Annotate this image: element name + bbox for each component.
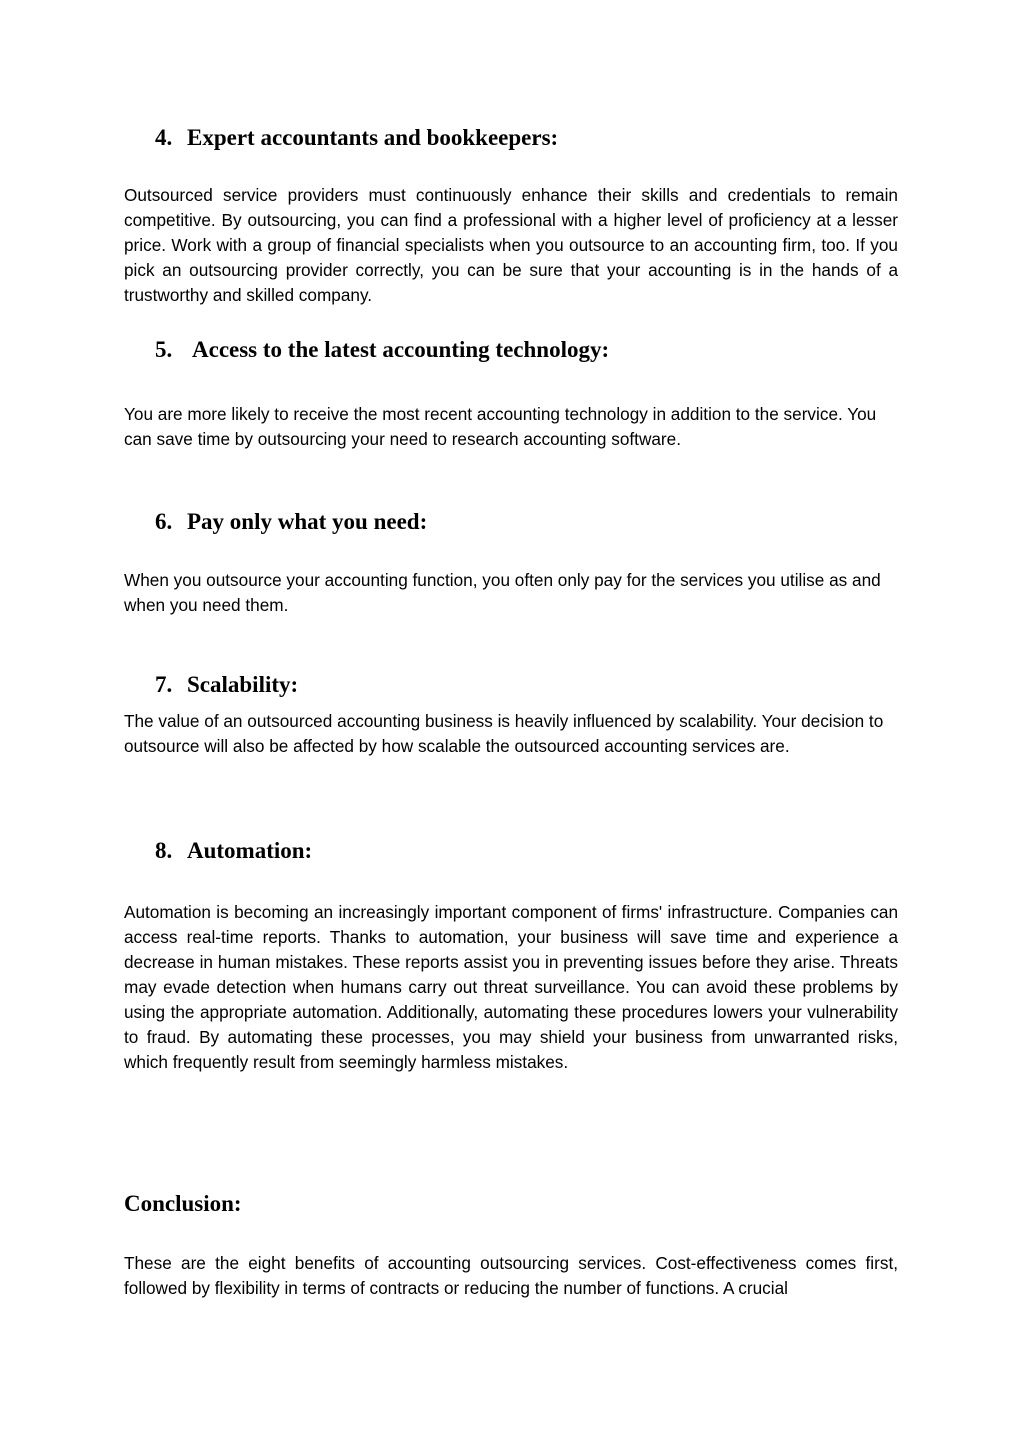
conclusion-body: These are the eight benefits of accounting outsourcing services. Cost-effectiveness comes first, followed by flexibility in terms of contracts or reducing the number of functions. A crucial	[124, 1253, 898, 1298]
section-number: 5.	[155, 337, 173, 362]
section-number: 6.	[155, 509, 173, 534]
section-body-5: You are more likely to receive the most recent accounting technology in addition to the service. You can save time by outsourcing your need to research accounting software.	[124, 404, 877, 449]
section-heading-4	[155, 124, 558, 152]
section-title: Pay only what you need:	[187, 509, 428, 534]
conclusion-heading: Conclusion:	[124, 1191, 242, 1216]
section-title: Automation:	[187, 838, 313, 863]
section-body-7: The value of an outsourced accounting business is heavily influenced by scalability. Your decision to outsource will also be affected by how scalable the outsourced accounting services are.	[124, 711, 884, 756]
section-number: 7.	[155, 672, 173, 697]
section-heading-5	[155, 336, 609, 364]
section-heading-6	[155, 508, 427, 536]
section-body-4: Outsourced service providers must continuously enhance their skills and credentials to remain competitive. By outsourcing, you can find a professional with a higher level of proficiency at a lesser price. Work with a group of financial specialists when you outsource to an accounting firm, too. If you pick an outsourcing provider correctly, you can be sure that your accounting is in the hands of a trustworthy and skilled company.	[124, 185, 898, 305]
section-heading-7	[155, 671, 298, 699]
section-title: Expert accountants and bookkeepers:	[187, 125, 559, 150]
section-heading-8	[155, 837, 312, 865]
section-number: 4.	[155, 125, 173, 150]
section-body-8: Automation is becoming an increasingly important component of firms' infrastructure. Companies can access real-time reports. Thanks to automation, your business will save time and experience a decrease in human mistakes. These reports assist you in preventing issues before they arise. Threats may evade detection when humans carry out threat surveillance. You can avoid these problems by using the appropriate automation. Additionally, automating these procedures lowers your vulnerability to fraud. By automating these processes, you may shield your business from unwarranted risks, which frequently result from seemingly harmless mistakes.	[124, 902, 898, 1072]
section-title: Access to the latest accounting technology:	[192, 337, 610, 362]
section-number: 8.	[155, 838, 173, 863]
section-title: Scalability:	[187, 672, 299, 697]
section-body-6: When you outsource your accounting function, you often only pay for the services you utilise as and when you need them.	[124, 570, 881, 615]
